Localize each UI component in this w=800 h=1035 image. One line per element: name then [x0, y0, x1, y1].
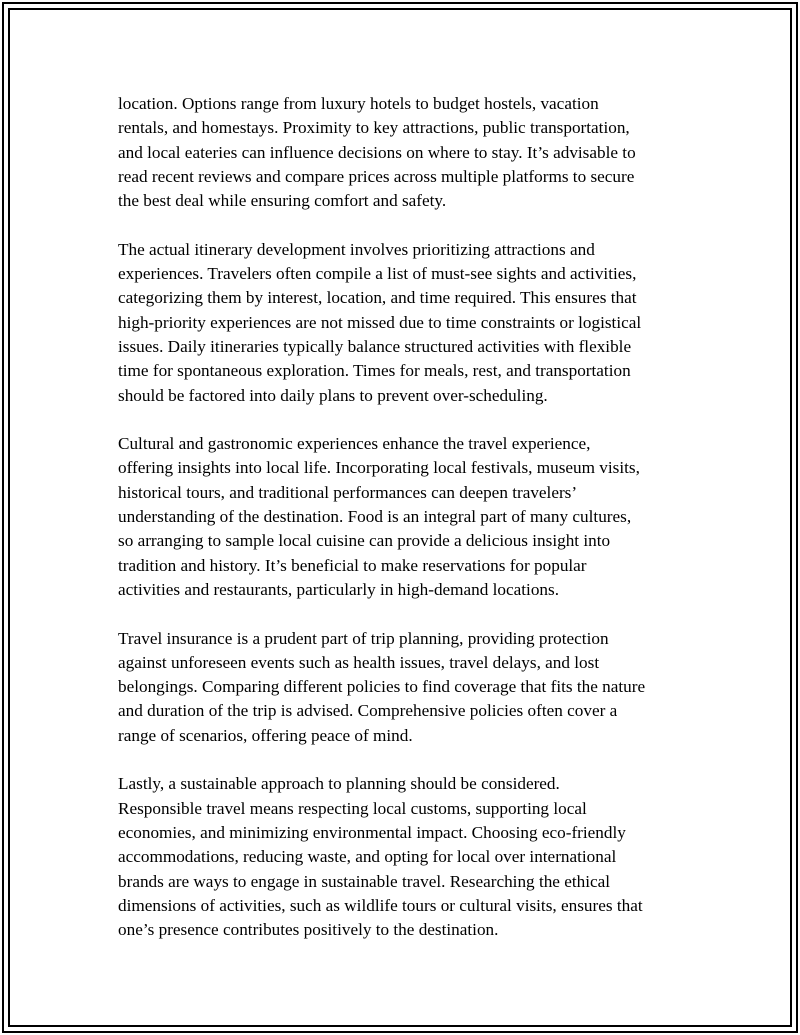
paragraph-accommodation: location. Options range from luxury hotels to budget hostels, vacation rentals, and homestays. Proximity to key attractions, public transportation, and local eateries can influence decisions on where to stay. It’s advisable to read recent reviews and compare prices across multiple platforms to secure the best deal while ensuring comfort and safety. [118, 94, 636, 211]
paragraph-itinerary: The actual itinerary development involves prioritizing attractions and experiences. Travelers often compile a list of must-see sights and activities, categorizing them by interest, location, and time required. This ensures that high-priority experiences are not missed due to time constraints or logistical issues. Daily itineraries typically balance structured activities with flexible time for spontaneous exploration. Times for meals, rest, and transportation should be factored into daily plans to prevent over-scheduling. [118, 239, 642, 405]
paragraph-cultural-experiences: Cultural and gastronomic experiences enhance the travel experience, offering insights into local life. Incorporating local festivals, museum visits, historical tours, and traditional performances can deepen travelers’ understanding of the destination. Food is an integral part of many cultures, so arranging to sample local cuisine can provide a delicious insight into tradition and history. It’s beneficial to make reservations for popular activities and restaurants, particularly in high-demand locations. [118, 434, 640, 599]
paragraph-sustainable-travel: Lastly, a sustainable approach to planning should be considered. Responsible travel means respecting local customs, supporting local economies, and minimizing environmental impact. Choosing eco-friendly accommodations, reducing waste, and opting for local over international brands are ways to engage in sustainable travel. Researching the ethical dimensions of activities, such as wildlife tours or cultural visits, ensures that one’s presence contributes positively to the destination. [118, 774, 643, 940]
paragraph-travel-insurance: Travel insurance is a prudent part of trip planning, providing protection against unforeseen events such as health issues, travel delays, and lost belongings. Comparing different policies to find coverage that fits the nature and duration of the trip is advised. Comprehensive policies often cover a range of scenarios, offering peace of mind. [118, 628, 646, 745]
document-body [118, 92, 690, 967]
